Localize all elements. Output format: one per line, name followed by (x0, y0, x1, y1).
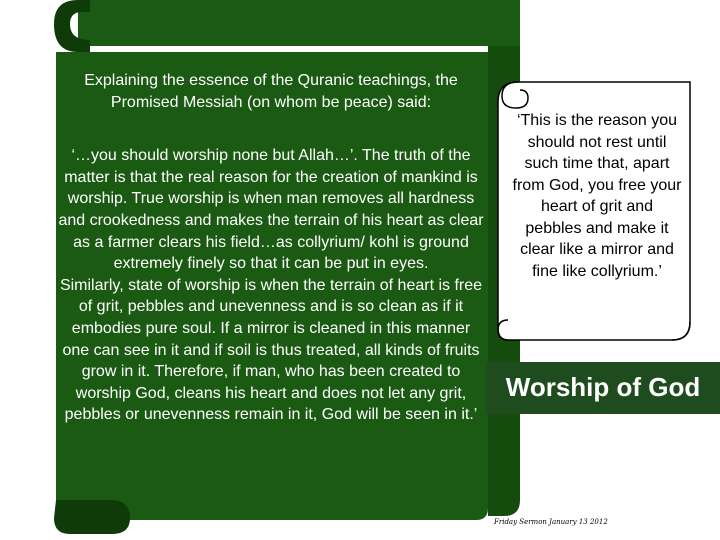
quote-text-part2: Similarly, state of worship is when the terrain of heart is free of grit, pebbles and unevenness and is so clean as if it embodies pure soul. If a mirror is cleaned in this manner one can see in it and if soil is thus treated, all kinds of fruits grow in it. Therefore, if man, who has been created to worship God, cleans his heart and does not let any grit, pebbles or unevenness remain in it, God will be seen in it.’ (59, 276, 483, 424)
intro-text: Explaining the essence of the Quranic teachings, the Promised Messiah (on whom be peace) said: (84, 72, 458, 111)
side-quote-text: ‘This is the reason you should not rest until such time that, apart from God, you free your heart of grit and pebbles and make it clear like a mirror and fine like collyrium.’ (512, 112, 682, 280)
slide-title: Worship of God (505, 372, 701, 402)
main-quote-block (58, 70, 484, 426)
footer-caption: Friday Sermon January 13 2012 (494, 518, 608, 526)
quote-text-part1: ‘…you should worship none but Allah…’. The truth of the matter is that the real reason for the creation of mankind is worship. True worship is when man removes all hardness and crookedness and makes the terrain of his heart as clear as a farmer clears his field…as collyrium/ kohl is ground extremely finely so that it can be put in eyes. (58, 147, 484, 273)
